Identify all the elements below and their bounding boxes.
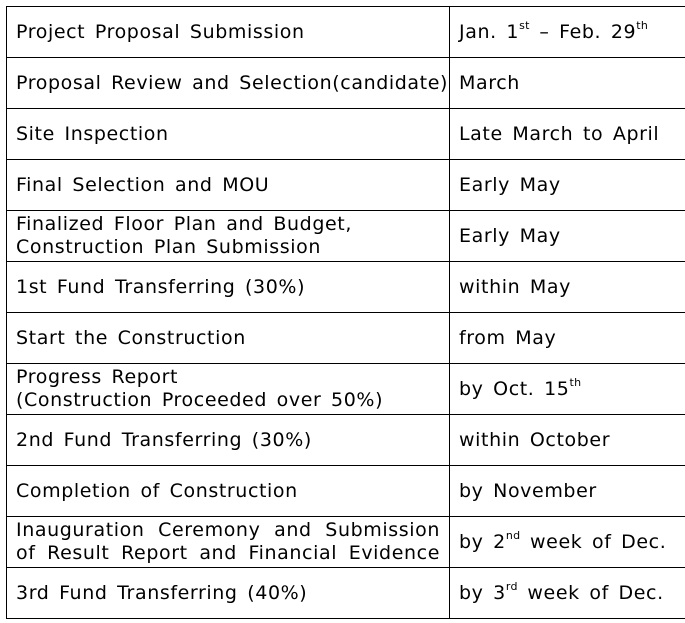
date-text: by 3 (459, 581, 506, 604)
schedule-row (7, 160, 685, 211)
date-cell (450, 517, 685, 568)
date-text: week of Dec. (520, 530, 667, 553)
task-text: Finalized Floor Plan and Budget, (16, 213, 352, 235)
task-text: 2nd Fund Transferring (30%) (16, 428, 312, 451)
date-text: week of Dec. (517, 581, 664, 604)
schedule-row (7, 211, 685, 262)
schedule-row (7, 364, 685, 415)
task-text: of Result Report and Financial Evidence (16, 542, 440, 564)
schedule-row (7, 262, 685, 313)
schedule-row (7, 568, 685, 619)
task-text: Completion of Construction (16, 479, 298, 502)
task-cell (7, 313, 450, 364)
task-text: (Construction Proceeded over 50%) (16, 389, 384, 411)
schedule-row (7, 517, 685, 568)
task-cell (7, 517, 450, 568)
task-text: Site Inspection (16, 122, 169, 145)
task-cell (7, 568, 450, 619)
date-cell (450, 313, 685, 364)
schedule-row (7, 7, 685, 58)
date-text: within May (459, 275, 571, 298)
task-cell (7, 211, 450, 262)
task-cell (7, 364, 450, 415)
task-text: Inauguration Ceremony and Submission (16, 519, 440, 541)
schedule-row (7, 313, 685, 364)
ordinal-suffix: nd (505, 528, 521, 542)
date-text: by Oct. 15 (459, 377, 570, 400)
task-text: Start the Construction (16, 326, 246, 349)
task-cell (7, 160, 450, 211)
date-cell (450, 568, 685, 619)
date-cell (450, 58, 685, 109)
date-cell (450, 7, 685, 58)
task-cell (7, 109, 450, 160)
task-text: 1st Fund Transferring (30%) (16, 275, 306, 298)
schedule-row (7, 58, 685, 109)
date-text: Early May (459, 173, 561, 196)
task-cell (7, 7, 450, 58)
task-cell (7, 466, 450, 517)
task-text: 3rd Fund Transferring (40%) (16, 581, 308, 604)
task-cell (7, 262, 450, 313)
date-cell (450, 262, 685, 313)
date-text: Jan. 1 (459, 20, 520, 43)
task-cell (7, 415, 450, 466)
ordinal-suffix: th (636, 18, 649, 32)
schedule-row (7, 415, 685, 466)
date-text: within October (459, 428, 611, 451)
task-cell (7, 58, 450, 109)
task-text: Proposal Review and Selection(candidate) (16, 71, 448, 94)
date-text: Late March to April (459, 122, 660, 145)
date-cell (450, 160, 685, 211)
date-text: by November (459, 479, 597, 502)
schedule-row (7, 109, 685, 160)
ordinal-suffix: rd (505, 579, 518, 593)
task-text: Construction Plan Submission (16, 236, 321, 258)
date-text: March (459, 71, 520, 94)
date-text: Early May (459, 224, 561, 247)
date-text: by 2 (459, 530, 506, 553)
date-cell (450, 109, 685, 160)
date-cell (450, 211, 685, 262)
date-cell (450, 415, 685, 466)
ordinal-suffix: st (519, 18, 530, 32)
schedule-table-body (7, 7, 685, 619)
date-cell (450, 364, 685, 415)
task-text: Progress Report (16, 366, 179, 388)
schedule-table (6, 6, 685, 619)
task-text: Final Selection and MOU (16, 173, 270, 196)
schedule-row (7, 466, 685, 517)
date-text: from May (459, 326, 557, 349)
ordinal-suffix: th (569, 375, 582, 389)
date-cell (450, 466, 685, 517)
task-text: Project Proposal Submission (16, 20, 305, 43)
date-text: – Feb. 29 (529, 20, 637, 43)
